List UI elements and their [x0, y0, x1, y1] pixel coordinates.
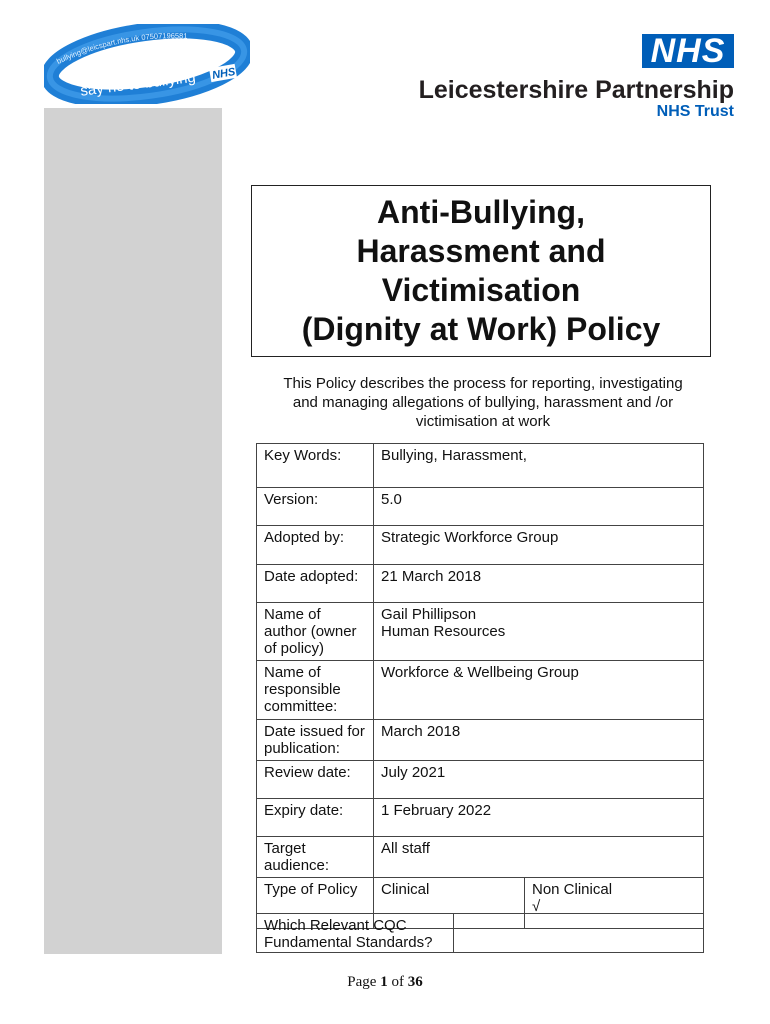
date-issued-value: March 2018: [374, 720, 704, 761]
policy-details-table: [256, 443, 704, 929]
table-row: [257, 488, 704, 526]
author-department: Human Resources: [381, 623, 506, 640]
committee-value: Workforce & Wellbeing Group: [374, 661, 704, 720]
expiry-date-value: 1 February 2022: [374, 799, 704, 837]
wristband-slogan: say no to bullying: [79, 68, 197, 100]
policy-type-clinical: Clinical: [374, 878, 525, 929]
page-footer: [0, 974, 770, 991]
cqc-value: [454, 914, 703, 952]
table-row: [257, 661, 704, 720]
date-issued-label: Date issued for publication:: [257, 720, 374, 761]
nhs-logo: NHS: [642, 34, 734, 68]
target-audience-value: All staff: [374, 837, 704, 878]
page-prefix: Page: [347, 974, 381, 990]
org-subtitle: NHS Trust: [656, 103, 734, 120]
page-total: 36: [407, 974, 423, 990]
key-words-label: Key Words:: [257, 444, 374, 488]
description-line: victimisation at work: [415, 413, 551, 430]
table-row: [257, 799, 704, 837]
document-title: [302, 193, 661, 349]
cqc-label: Which Relevant CQC Fundamental Standards?: [257, 914, 454, 952]
description-line: This Policy describes the process for reporting, investigating: [283, 375, 683, 392]
table-row: [257, 565, 704, 603]
author-label: Name of author (owner of policy): [257, 603, 374, 661]
side-grey-bar: [44, 108, 222, 954]
date-adopted-value: 21 March 2018: [374, 565, 704, 603]
cqc-row: [256, 913, 704, 953]
title-line: Harassment and: [356, 233, 606, 269]
expiry-date-label: Expiry date:: [257, 799, 374, 837]
title-line: Anti-Bullying,: [377, 194, 585, 230]
policy-description: [258, 374, 708, 431]
version-value: 5.0: [374, 488, 704, 526]
adopted-by-value: Strategic Workforce Group: [374, 526, 704, 565]
title-line: (Dignity at Work) Policy: [301, 311, 661, 347]
wristband-image: [44, 24, 250, 104]
review-date-value: July 2021: [374, 761, 704, 799]
table-row: [257, 761, 704, 799]
table-row: [257, 720, 704, 761]
non-clinical-tick: √: [532, 898, 541, 915]
page-of: of: [387, 974, 408, 990]
author-value: [374, 603, 704, 661]
wristband-email: bullying@leicspart.nhs.uk 07507196581: [55, 31, 188, 66]
committee-label: Name of responsible committee:: [257, 661, 374, 720]
table-row: [257, 526, 704, 565]
description-line: and managing allegations of bullying, harassment and /or: [292, 394, 674, 411]
date-adopted-label: Date adopted:: [257, 565, 374, 603]
target-audience-label: Target audience:: [257, 837, 374, 878]
table-row: [257, 444, 704, 488]
policy-type-label: Type of Policy: [257, 878, 374, 929]
title-box: [251, 185, 711, 357]
wristband-nhs-badge: NHS: [211, 65, 237, 82]
table-row: [257, 603, 704, 661]
author-name: Gail Phillipson: [381, 606, 477, 623]
version-label: Version:: [257, 488, 374, 526]
org-name: Leicestershire Partnership: [418, 76, 734, 104]
title-line: Victimisation: [381, 272, 581, 308]
page-number: 1: [380, 974, 388, 990]
review-date-label: Review date:: [257, 761, 374, 799]
non-clinical-label: Non Clinical: [532, 881, 613, 898]
key-words-value: Bullying, Harassment,: [374, 444, 704, 488]
table-row: [257, 837, 704, 878]
adopted-by-label: Adopted by:: [257, 526, 374, 565]
